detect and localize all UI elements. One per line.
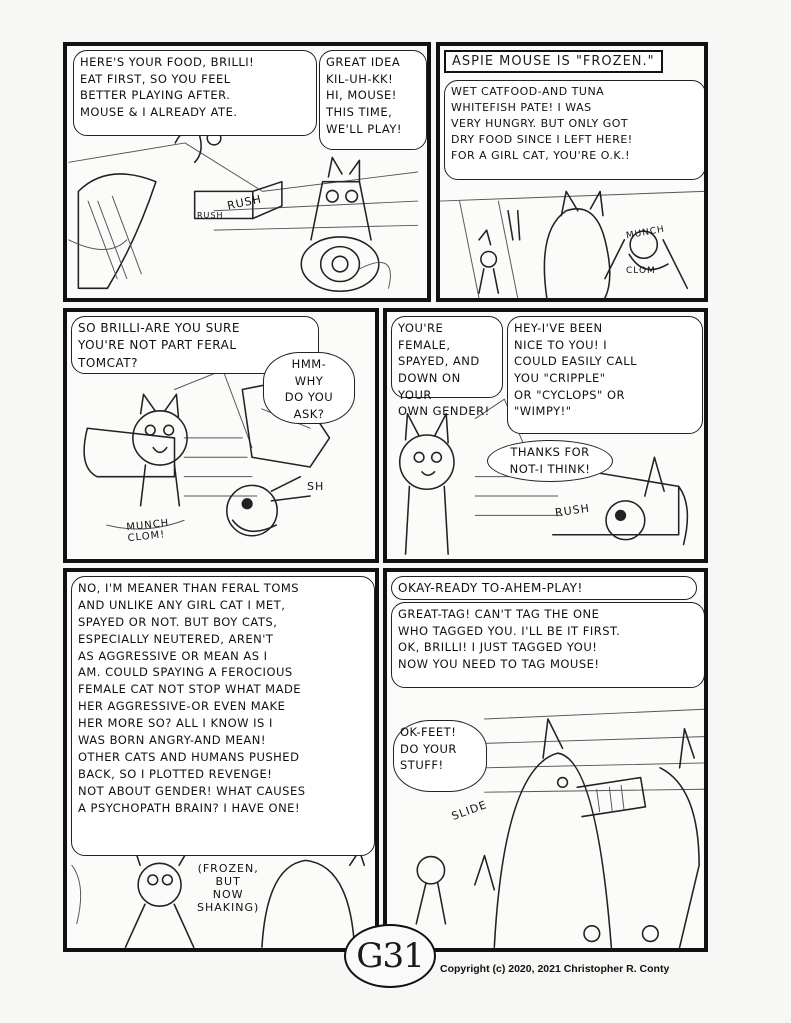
panel-4 bbox=[383, 308, 708, 563]
speech-bubble-left: YOU'RE FEMALE, SPAYED, AND DOWN ON YOUR OWN GENDER! bbox=[391, 316, 503, 398]
panel-6 bbox=[383, 568, 708, 952]
speech-bubble-right: HMM- WHY DO YOU ASK? bbox=[263, 352, 355, 424]
sfx-frozen-shaking: (FROZEN, BUT NOW SHAKING) bbox=[197, 862, 260, 914]
sfx-slide: SLIDE bbox=[449, 798, 489, 823]
sfx-box: RUSH bbox=[197, 211, 224, 220]
speech-bubble: NO, I'M MEANER THAN FERAL TOMS AND UNLIKE ANY GIRL CAT I MET, SPAYED OR NOT. BUT BOY CATS, ESPECIALLY NEUTERED, AREN'T AS AGGRESSIVE OR MEAN AS I AM. COULD SPAYING A FEROCIOUS FEMALE CAT NOT STOP WHAT MADE HER AGGRESSIVE-OR EVEN MAKE HER MORE SO? ALL I KNOW IS I WAS BORN ANGRY-AND MEAN! OTHER CATS AND HUMANS PUSHED BACK, SO I PLOTTED REVENGE! NOT ABOUT GENDER! WHAT CAUSES A PSYCHOPATH BRAIN? I HAVE ONE! bbox=[71, 576, 375, 856]
panel-1 bbox=[63, 42, 431, 302]
speech-bubble-top: OKAY-READY TO-AHEM-PLAY! bbox=[391, 576, 697, 600]
sfx-rush: RUSH bbox=[554, 501, 591, 520]
panel-5 bbox=[63, 568, 379, 952]
speech-bubble-main: GREAT-TAG! CAN'T TAG THE ONE WHO TAGGED YOU. I'LL BE IT FIRST. OK, BRILLI! I JUST TAGGED YOU! NOW YOU NEED TO TAG MOUSE! bbox=[391, 602, 705, 688]
panel-3 bbox=[63, 308, 379, 563]
sfx-munch-clom: MUNCH CLOM! bbox=[125, 517, 170, 545]
sfx-munch: MUNCH bbox=[625, 224, 666, 242]
thought-bubble: THANKS FOR NOT-I THINK! bbox=[487, 440, 613, 482]
panel-2 bbox=[436, 42, 708, 302]
sfx-clom: CLOM bbox=[626, 266, 656, 276]
speech-bubble-right: HEY-I'VE BEEN NICE TO YOU! I COULD EASILY CALL YOU "CRIPPLE" OR "CYCLOPS" OR "WIMPY!" bbox=[507, 316, 703, 434]
speech-bubble-left: SO BRILLI-ARE YOU SURE YOU'RE NOT PART FERAL TOMCAT? bbox=[71, 316, 319, 374]
panel-2-caption: ASPIE MOUSE IS "FROZEN." bbox=[444, 50, 663, 73]
speech-bubble-left: HERE'S YOUR FOOD, BRILLI! EAT FIRST, SO YOU FEEL BETTER PLAYING AFTER. MOUSE & I ALREADY ATE. bbox=[73, 50, 317, 136]
sfx-rush: RUSH bbox=[226, 192, 263, 213]
sfx-sh: SH bbox=[307, 480, 325, 493]
speech-bubble-right: GREAT IDEA KIL-UH-KK! HI, MOUSE! THIS TIME, WE'LL PLAY! bbox=[319, 50, 427, 150]
thought-bubble: OK-FEET! DO YOUR STUFF! bbox=[393, 720, 487, 792]
page-number: G31 bbox=[344, 924, 436, 988]
speech-bubble: WET CATFOOD-AND TUNA WHITEFISH PATE! I WAS VERY HUNGRY. BUT ONLY GOT DRY FOOD SINCE I LEFT HERE! FOR A GIRL CAT, YOU'RE O.K.! bbox=[444, 80, 706, 180]
copyright-notice: Copyright (c) 2020, 2021 Christopher R. Conty bbox=[440, 963, 670, 975]
